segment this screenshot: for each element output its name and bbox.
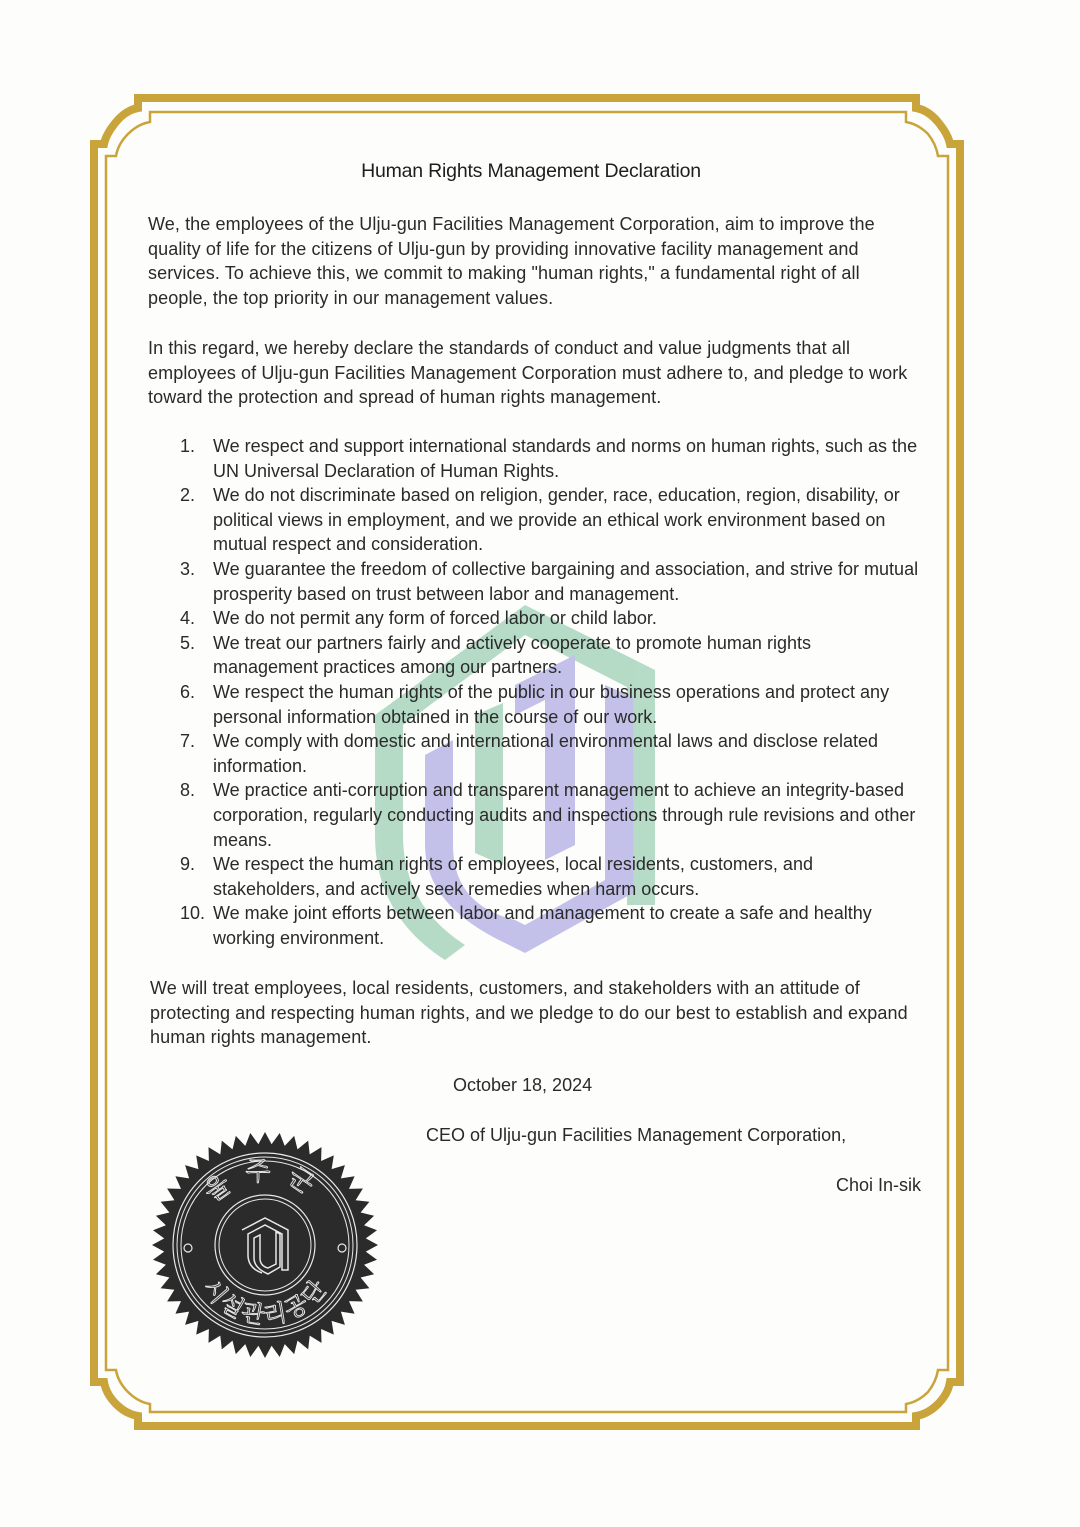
declaration-date: October 18, 2024 [453,1075,593,1095]
item-text: We do not permit any form of forced labor or child labor. [213,608,657,629]
item-text: We respect the human rights of employees, local residents, customers, and stakeholders, and actively seek remedies when harm occurs. [213,854,813,899]
list-item [180,434,920,483]
list-item [180,729,920,778]
item-number: 8. [180,780,196,801]
item-number: 7. [180,731,196,752]
list-item [180,606,920,631]
item-number: 4. [180,608,196,629]
commitments-list [180,434,920,950]
list-item [180,483,920,557]
official-seal-icon [150,1130,380,1360]
item-number: 6. [180,681,196,702]
item-number: 2. [180,485,196,506]
item-text: We respect the human rights of the public in our business operations and protect any personal information obtained in the course of our work. [213,681,890,727]
item-number: 1. [180,436,196,456]
seal-text-top: 울주군 [198,1157,332,1209]
item-number: 5. [180,632,196,653]
list-item [180,557,920,606]
item-text: We comply with domestic and international environmental laws and disclose related information. [213,731,879,776]
closing-paragraph: We will treat employees, local residents, customers, and stakeholders with an attitude of protecting and respecting human rights, and we pledge to do our best to establish and expand human rights management. [150,978,908,1048]
item-number: 9. [180,854,196,875]
item-text: We practice anti-corruption and transparent management to achieve an integrity-based corporation, regularly conducting audits and inspections through rule revisions and other means. [213,780,916,850]
list-item [180,680,920,729]
intro-paragraph: We, the employees of the Ulju-gun Facilities Management Corporation, aim to improve the quality of life for the citizens of Ulju-gun by providing innovative facility management and services. To achieve this, we commit to making "human rights," a fundamental right of all people, the top priority in our management values. [148,214,875,308]
item-text: We treat our partners fairly and actively cooperate to promote human rights management practices among our partners. [213,632,811,678]
item-text: We make joint efforts between labor and management to create a safe and healthy working environment. [213,903,872,948]
item-text: We guarantee the freedom of collective bargaining and association, and strive for mutual prosperity based on trust between labor and management. [213,558,919,604]
document-title: Human Rights Management Declaration [361,160,701,182]
item-number: 3. [180,558,196,579]
list-item [180,852,920,901]
signatory-title: CEO of Ulju-gun Facilities Management Corporation, [426,1125,847,1145]
list-item [180,778,920,852]
item-text: We respect and support international standards and norms on human rights, such as the UN Universal Declaration of Human Rights. [213,436,918,481]
item-number: 10. [180,903,206,924]
item-text: We do not discriminate based on religion, gender, race, education, region, disability, or political views in employment, and we provide an ethical work environment based on mutual respect and consideration. [213,485,900,555]
list-item [180,901,920,950]
declaration-paragraph: In this regard, we hereby declare the standards of conduct and value judgments that all employees of Ulju-gun Facilities Management Corporation must adhere to, and pledge to work toward the protection and spread of human rights management. [148,338,908,408]
seal-text-bottom: 시설관리공단 [196,1273,334,1330]
list-item [180,631,920,680]
signatory-name: Choi In-sik [835,1175,921,1195]
